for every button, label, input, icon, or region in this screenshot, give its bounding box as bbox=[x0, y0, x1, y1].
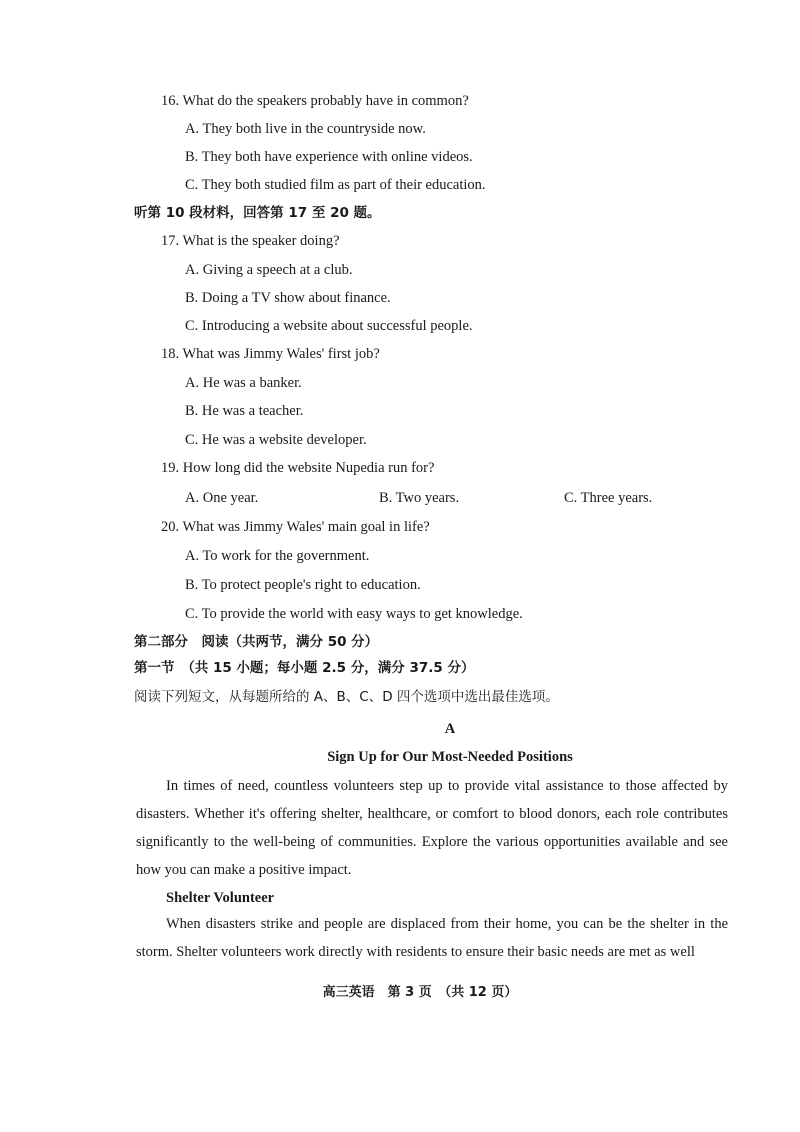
option-20a: A. To work for the government. bbox=[185, 548, 370, 564]
option-18a: A. He was a banker. bbox=[185, 375, 302, 391]
passage-paragraph-2-text: When disasters strike and people are displaced from their home, you can be the shelter in the storm. Shelter volunteers work directly with residents to ensure their basic needs are met as well bbox=[136, 916, 728, 960]
question-18: 18. What was Jimmy Wales' first job? bbox=[161, 346, 380, 362]
question-17: 17. What is the speaker doing? bbox=[161, 233, 340, 249]
option-16b: B. They both have experience with online videos. bbox=[185, 149, 473, 165]
option-17b: B. Doing a TV show about finance. bbox=[185, 290, 391, 306]
option-20b: B. To protect people's right to education. bbox=[185, 577, 421, 593]
option-17a: A. Giving a speech at a club. bbox=[185, 262, 353, 278]
passage-subheading: Shelter Volunteer bbox=[166, 890, 275, 906]
option-19b: B. Two years. bbox=[379, 490, 460, 506]
option-18c: C. He was a website developer. bbox=[185, 432, 367, 448]
passage-paragraph-1-text: In times of need, countless volunteers step up to provide vital assistance to those affected by disasters. Whether it's offering shelter, healthcare, or comfort to blood donors, each role contributes significantly to the well-being of communities. Explore the various opportunities available and see how you can make a positive impact. bbox=[136, 778, 728, 878]
page-footer: 高三英语 第 3 页 （共 12 页） bbox=[322, 985, 518, 1000]
passage-label: A bbox=[444, 721, 456, 737]
part2-heading: 第二部分 阅读（共两节，满分 50 分） bbox=[134, 634, 379, 650]
option-19c: C. Three years. bbox=[564, 490, 653, 506]
option-16c: C. They both studied film as part of their education. bbox=[185, 177, 486, 193]
section1-heading: 第一节 （共 15 小题；每小题 2.5 分，满分 37.5 分） bbox=[134, 660, 475, 676]
option-16a: A. They both live in the countryside now. bbox=[185, 121, 426, 137]
listening-instruction-10: 听第 10 段材料，回答第 17 至 20 题。 bbox=[134, 205, 381, 221]
option-17c: C. Introducing a website about successful people. bbox=[185, 318, 473, 334]
passage-title: Sign Up for Our Most-Needed Positions bbox=[327, 749, 573, 765]
option-20c: C. To provide the world with easy ways to get knowledge. bbox=[185, 606, 523, 622]
option-19a: A. One year. bbox=[185, 490, 259, 506]
question-16: 16. What do the speakers probably have in common? bbox=[161, 93, 469, 109]
question-20: 20. What was Jimmy Wales' main goal in life? bbox=[161, 519, 430, 535]
passage-paragraph-1 bbox=[136, 772, 728, 884]
passage-paragraph-2 bbox=[136, 910, 728, 966]
option-18b: B. He was a teacher. bbox=[185, 403, 304, 419]
question-19: 19. How long did the website Nupedia run for? bbox=[161, 460, 435, 476]
reading-instruction: 阅读下列短文，从每题所给的 A、B、C、D 四个选项中选出最佳选项。 bbox=[134, 689, 559, 705]
